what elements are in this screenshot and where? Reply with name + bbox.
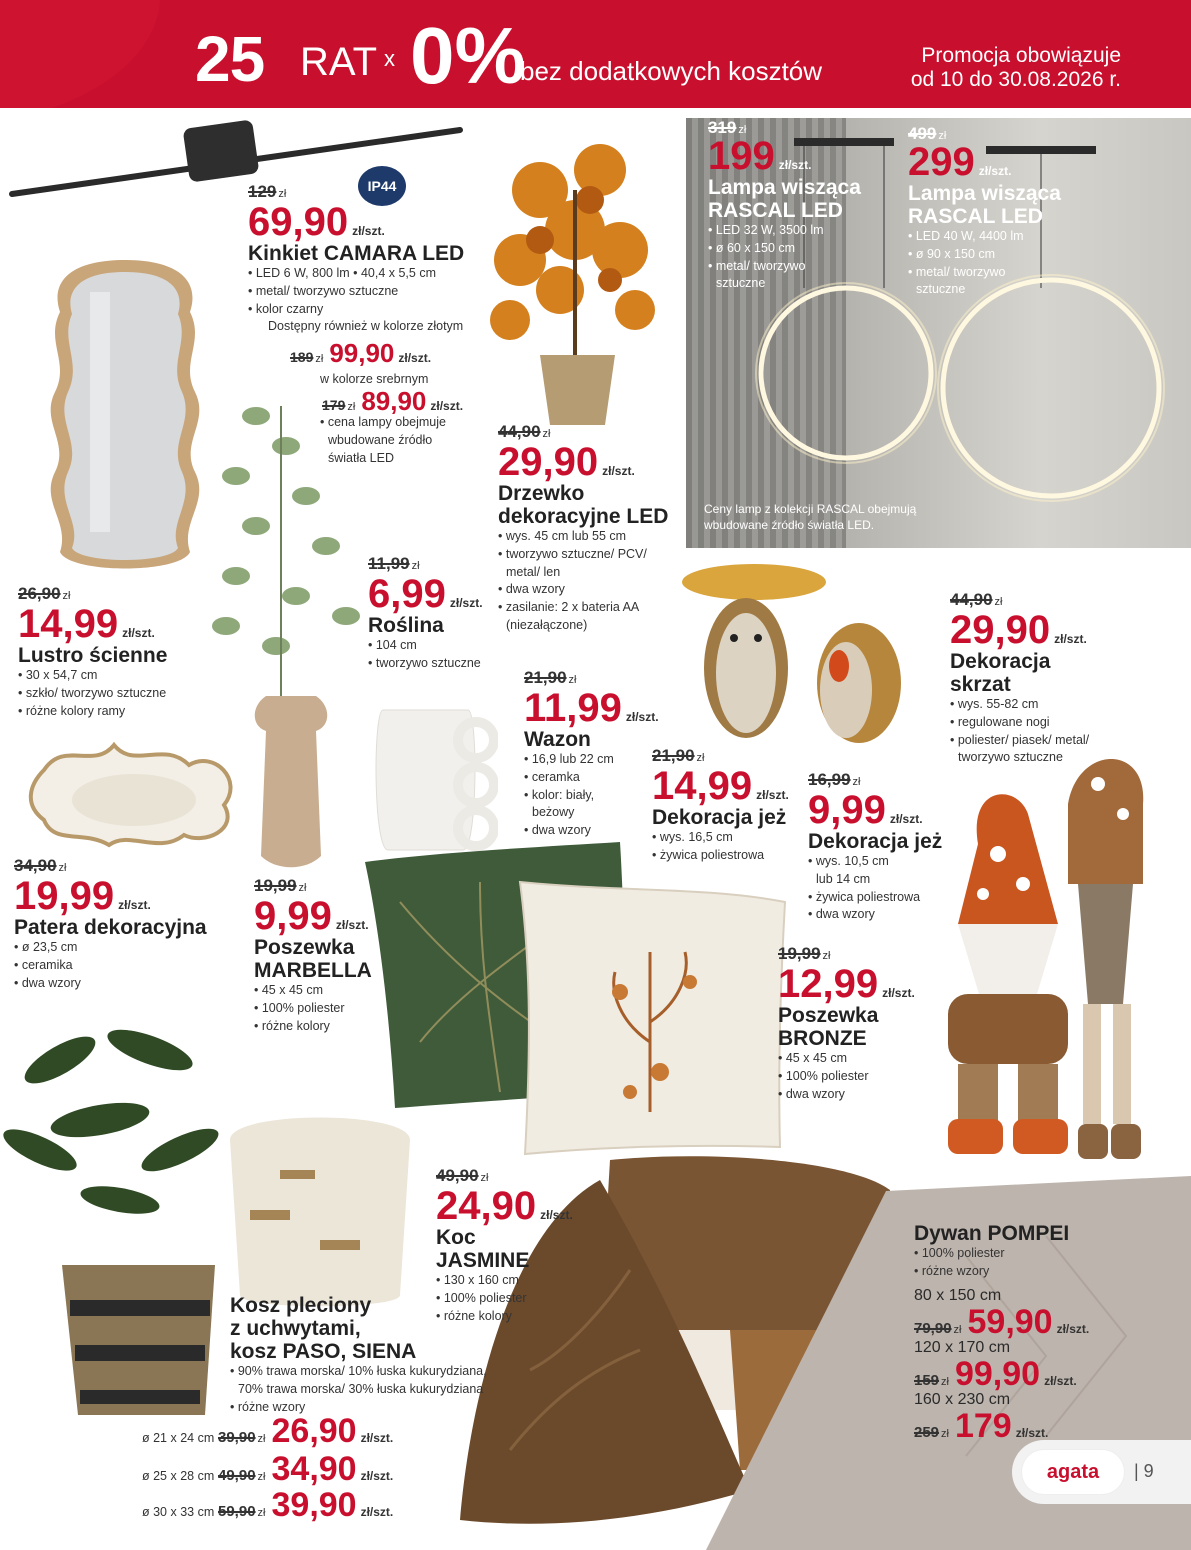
dywan-size-row: 79,90 zł 59,90 zł/szt. (914, 1302, 1090, 1341)
dekoracja-skrzat: 44,90 zł 29,90 zł/szt. Dekoracja skrzat • wys. 55-82 cm • regulowane nogi • poliester/ piasek/ metal/ tworzywo sztuczne (950, 590, 1089, 767)
dekoracja-jez-10: 16,99 zł 9,99 zł/szt. Dekoracja jeż • wys. 10,5 cm lub 14 cm • żywica poliestrowa • dwa wzory (808, 770, 942, 924)
price: 6,99 (368, 572, 446, 616)
lampa-rascal-60: 319 zł 199 zł/szt. Lampa wisząca RASCAL LED • LED 32 W, 3500 lm • ø 60 x 150 cm • metal/ tworzywo sztuczne (708, 118, 861, 293)
dekoracja-jez-16: 21,90 zł 14,99 zł/szt. Dekoracja jeż • wys. 16,5 cm • żywica poliestrowa (652, 746, 789, 865)
bullets: • wys. 55-82 cm • regulowane nogi • poliester/ piasek/ metal/ tworzywo sztuczne (950, 697, 1090, 765)
bullets: • LED 32 W, 3500 lm • ø 60 x 150 cm • metal/ tworzywo sztuczne (708, 223, 824, 291)
price: 9,99 (808, 788, 886, 832)
bullets: • wys. 10,5 cm lub 14 cm • żywica poliestrowa • dwa wzory (808, 854, 921, 922)
wavy-mirror-illustration (30, 252, 220, 582)
lampa-rascal-90: 499 zł 299 zł/szt. Lampa wisząca RASCAL LED • LED 40 W, 4400 lm • ø 90 x 150 cm • metal/ tworzywo sztuczne (908, 124, 1061, 299)
product-name: Kinkiet CAMARA LED (248, 242, 465, 265)
installments-count: 25 (195, 23, 265, 95)
price: 69,90 (248, 200, 349, 244)
installments-word: RAT (300, 40, 378, 84)
bullets: • 45 x 45 cm • 100% poliester • dwa wzory (778, 1051, 869, 1101)
autumn-tree-illustration (470, 130, 680, 430)
patera-dekoracyjna: 34,90 zł 19,99 zł/szt. Patera dekoracyjna • ø 23,5 cm • ceramika • dwa wzory (14, 856, 207, 992)
decorative-plate-illustration (24, 730, 249, 855)
rascal-note: Ceny lamp z kolekcji RASCAL obejmują wbudowane źródło światła LED. (704, 502, 917, 532)
price: 14,99 (18, 602, 119, 646)
roslina: 11,99 zł 6,99 zł/szt. Roślina • 104 cm • tworzywo sztuczne (368, 554, 483, 673)
promo-dates: Promocja obowiązuje od 10 do 30.08.2026 r. (910, 44, 1121, 92)
price: 12,99 (778, 962, 879, 1006)
price: 299 (908, 140, 975, 184)
drzewko-led: 44,90 zł 29,90 zł/szt. Drzewko dekoracyjne LED • wys. 45 cm lub 55 cm • tworzywo sztuczne/ PCV/ metal/ len • dwa wzory • zasilanie: 2 x bateria AA (niezałączone) (498, 422, 668, 635)
installments-x: x (384, 46, 395, 71)
hedgehogs-illustration (674, 558, 924, 750)
ip44-badge: IP44 (358, 166, 406, 206)
poszewka-bronze: 19,99 zł 12,99 zł/szt. Poszewka BRONZE • 45 x 45 cm • 100% poliester • dwa wzory (778, 944, 915, 1103)
bullets: • LED 6 W, 800 lm • 40,4 x 5,5 cm • metal/ tworzywo sztuczne • kolor czarny Dostępny również w kolorze złotym (248, 266, 464, 334)
dywan-pompei: Dywan POMPEI • 100% poliester • różne wzory 80 x 150 cm 79,90 zł 59,90 zł/szt. 120 x 170 cm 159 zł 99,90 zł/szt. 160 x 230 cm 259 zł 179 zł/szt. (914, 1222, 1090, 1445)
dywan-size-row: 159 zł 99,90 zł/szt. (914, 1354, 1077, 1393)
price: 19,99 (14, 874, 115, 918)
kosz-pleciony: Kosz pleciony z uchwytami, kosz PASO, SIENA • 90% trawa morska/ 10% łuska kukurydziana, 70% trawa morska/ 30% łuska kukurydziana • różne wzory (230, 1294, 487, 1417)
poszewka-marbella: 19,99 zł 9,99 zł/szt. Poszewka MARBELLA • 45 x 45 cm • 100% poliester • różne kolory (254, 876, 372, 1035)
page-number: | 9 (1134, 1461, 1154, 1481)
promo-banner (0, 0, 1191, 108)
kosz-size-row: ø 30 x 33 cm 59,90 zł 39,90 zł/szt. (142, 1486, 394, 1524)
kinkiet-led-note: • cena lampy obejmuje wbudowane źródło światła LED (320, 415, 446, 465)
kinkiet-gold-price: 189 zł 99,90 zł/szt. (290, 338, 432, 368)
zero-percent: 0% (410, 11, 526, 100)
bullets: • 16,9 lub 22 cm • ceramka • kolor: biały, beżowy • dwa wzory (524, 752, 614, 838)
kosz-sizes (142, 1414, 393, 1524)
bullets: • ø 23,5 cm • ceramika • dwa wzory (14, 940, 81, 990)
price: 29,90 (498, 440, 599, 484)
wazon: 21,90 zł 11,99 zł/szt. Wazon • 16,9 lub 22 cm • ceramka • kolor: biały, beżowy • dwa wzory (524, 668, 659, 840)
price: 9,99 (254, 894, 332, 938)
bullets: • wys. 45 cm lub 55 cm • tworzywo sztuczne/ PCV/ metal/ len • dwa wzory • zasilanie: 2 x bateria AA (niezałączone) (498, 529, 647, 632)
bullets: • 104 cm • tworzywo sztuczne (368, 638, 481, 670)
dywan-size-row: 259 zł 179 zł/szt. (914, 1406, 1049, 1445)
bullets: • 45 x 45 cm • 100% poliester • różne kolory (254, 983, 345, 1033)
bullets: • wys. 16,5 cm • żywica poliestrowa (652, 830, 765, 862)
kosz-size-row: ø 21 x 24 cm 39,90 zł 26,90 zł/szt. (142, 1412, 394, 1450)
banner-description: bez dodatkowych kosztów (520, 56, 823, 86)
price: 29,90 (950, 608, 1051, 652)
price: 24,90 (436, 1184, 537, 1228)
agata-logo: agata (1022, 1450, 1124, 1494)
bullets: • 100% poliester • różne wzory (914, 1246, 1005, 1278)
silver-note: w kolorze srebrnym (320, 372, 429, 386)
bullets: • 130 x 160 cm • 100% poliester • różne kolory (436, 1273, 527, 1323)
price: 14,99 (652, 764, 753, 808)
price: 199 (708, 134, 775, 178)
kinkiet-camara: 129 zł 69,90 zł/szt. Kinkiet CAMARA LED • LED 6 W, 800 lm • 40,4 x 5,5 cm • metal/ tworzywo sztuczne • kolor czarny Dostępny również w kolorze złotym (248, 182, 464, 336)
bullets: • 90% trawa morska/ 10% łuska kukurydziana, 70% trawa morska/ 30% łuska kukurydziana • różne wzory (230, 1364, 487, 1414)
gnomes-illustration (928, 744, 1168, 1174)
lustro-scienne: 26,90 zł 14,99 zł/szt. Lustro ścienne • 30 x 54,7 cm • szkło/ tworzywo sztuczne • różne kolory ramy (18, 584, 167, 720)
price: 11,99 (524, 686, 622, 730)
kinkiet-silver-price: 179 zł 89,90 zł/szt. (322, 386, 464, 416)
white-vase-illustration (368, 690, 498, 855)
bullets: • 30 x 54,7 cm • szkło/ tworzywo sztuczne • różne kolory ramy (18, 668, 167, 718)
banner-curve (0, 0, 160, 108)
bullets: • LED 40 W, 4400 lm • ø 90 x 150 cm • metal/ tworzywo sztuczne (908, 229, 1024, 297)
koc-jasmine: 49,90 zł 24,90 zł/szt. Koc JASMINE • 130 x 160 cm • 100% poliester • różne kolory (436, 1166, 573, 1325)
kosz-size-row: ø 25 x 28 cm 49,90 zł 34,90 zł/szt. (142, 1450, 394, 1488)
